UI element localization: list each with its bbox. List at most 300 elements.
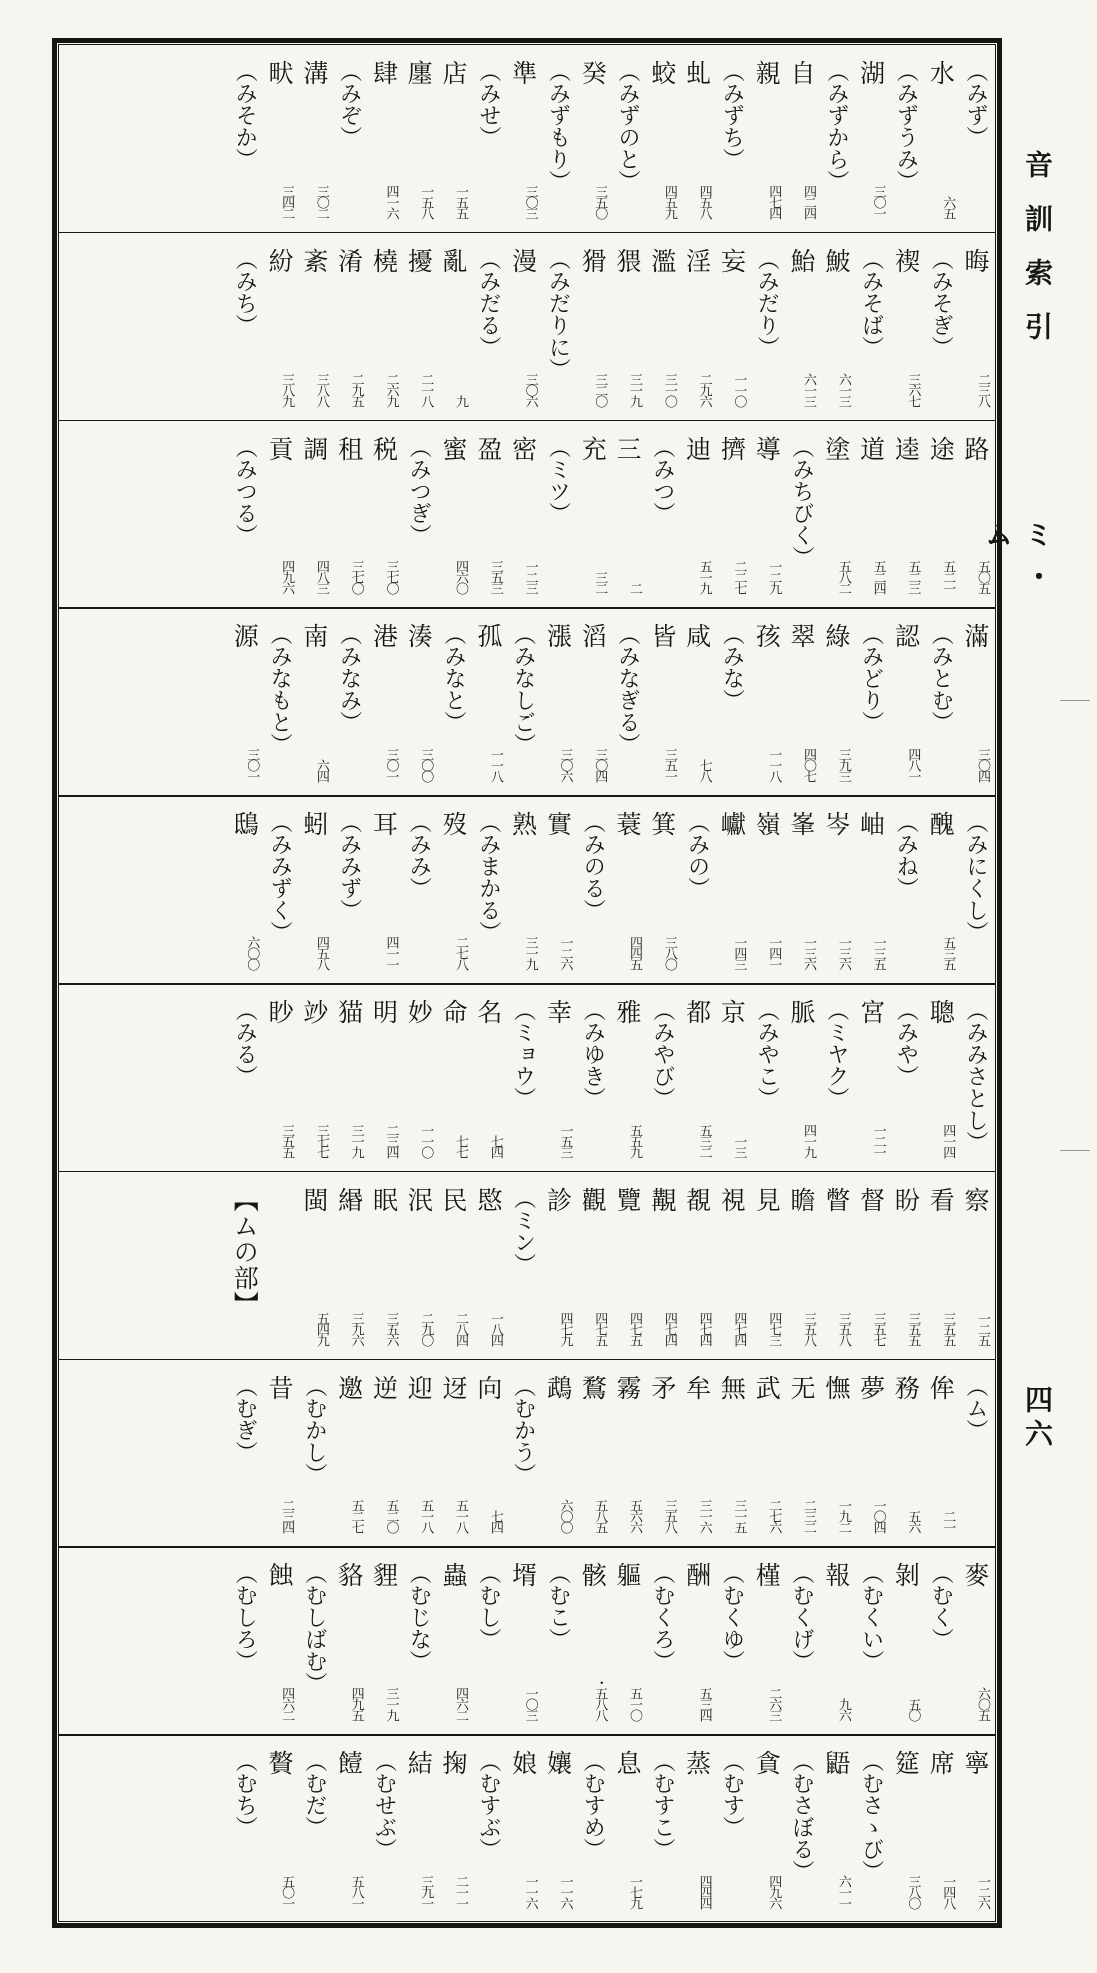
index-entry	[748, 985, 783, 1169]
index-entry	[261, 609, 296, 793]
kanji-entry: 看	[926, 1186, 956, 1213]
index-entry	[574, 1548, 609, 1732]
kanji-entry: 覩	[682, 1186, 712, 1213]
index-entry	[366, 1736, 401, 1920]
page-number: 六四	[313, 759, 329, 782]
kanji-entry: 見	[752, 1186, 782, 1213]
index-entry	[888, 985, 923, 1169]
page-number: 七四	[487, 1510, 503, 1533]
page-number: 四七四	[731, 1311, 747, 1345]
page-number: 二一八	[418, 372, 434, 406]
kanji-entry: 巘	[717, 811, 747, 838]
index-entry	[435, 797, 470, 981]
page-number: 一三五	[870, 935, 886, 969]
page-number: 五二三	[905, 560, 921, 594]
kanji-entry: 迪	[682, 435, 712, 462]
kanji-entry: 寧	[961, 1750, 990, 1777]
reading-heading: （むさぼる）	[789, 1750, 815, 1883]
kanji-entry: 槿	[752, 1562, 782, 1589]
kanji-entry: 報	[821, 1562, 851, 1589]
kanji-entry: 盈	[473, 435, 503, 462]
index-entry	[435, 46, 470, 230]
index-entry	[574, 985, 609, 1169]
index-entry	[435, 1736, 470, 1920]
kanji-entry: 蟲	[439, 1562, 469, 1589]
kanji-entry	[261, 1187, 296, 1357]
index-entry	[331, 797, 366, 981]
page-number: 一一〇	[731, 372, 747, 406]
index-entry	[400, 422, 435, 606]
kanji-entry: 愍	[473, 1186, 503, 1213]
index-entry	[748, 422, 783, 606]
index-entry	[957, 422, 992, 606]
index-entry	[400, 609, 435, 793]
index-entry	[470, 985, 505, 1169]
kanji-entry: 覽	[613, 1186, 643, 1213]
kanji-entry: 邀	[334, 1374, 364, 1401]
index-entry	[922, 797, 957, 981]
page-number: 四七五	[592, 1311, 608, 1345]
reading-heading: （ミツ）	[545, 435, 571, 524]
kanji-entry: 息	[613, 1750, 643, 1777]
index-entry	[714, 1548, 749, 1732]
index-entry	[470, 46, 505, 230]
page-number: 二三二	[801, 1499, 817, 1533]
index-entry	[331, 985, 366, 1169]
entry-row	[226, 422, 992, 606]
index-entry	[644, 609, 679, 793]
kanji-entry: 密	[508, 435, 538, 462]
kanji-entry: 泯	[404, 1186, 434, 1213]
index-entry	[818, 1361, 853, 1545]
kanji-entry: 壻	[508, 1562, 538, 1589]
index-entry	[331, 1548, 366, 1732]
kanji-entry: 水	[926, 60, 956, 86]
index-entry	[748, 797, 783, 981]
index-entry	[331, 609, 366, 793]
kanji-entry: 咸	[682, 623, 712, 650]
kanji-entry: 虬	[682, 60, 712, 86]
index-entry	[783, 1173, 818, 1357]
index-entry	[261, 1361, 296, 1545]
page-number: 三一六	[696, 1499, 712, 1533]
index-entry	[644, 1361, 679, 1545]
page-number: 七四	[487, 1134, 503, 1157]
kanji-entry: 名	[473, 999, 503, 1025]
kanji-entry: 筵	[891, 1750, 921, 1777]
index-block	[64, 1548, 992, 1732]
index-entry	[679, 1173, 714, 1357]
reading-heading: （むくい）	[858, 1562, 884, 1673]
page-number: 一二六	[975, 1874, 990, 1908]
page-number: 五〇五	[975, 560, 990, 594]
page-number: 二二七	[731, 560, 747, 594]
kanji-entry: 無	[717, 1374, 747, 1401]
kanji-entry: 妄	[717, 247, 747, 274]
page-number: 四四五	[627, 935, 643, 969]
reading-heading: （むだ）	[301, 1750, 327, 1839]
index-entry	[435, 1361, 470, 1545]
page-number: 七七	[453, 1134, 469, 1157]
kanji-entry: 滿	[961, 623, 990, 650]
page-number: 三八〇	[905, 1874, 921, 1908]
page-number: 三〇六	[557, 748, 573, 782]
page-number: 一四三	[731, 935, 747, 969]
page-number: 三七〇	[348, 560, 364, 594]
reading-heading: （むし）	[475, 1562, 501, 1651]
reading-heading: （みる）	[232, 999, 258, 1087]
reading-heading: （むかし）	[301, 1374, 327, 1485]
kanji-entry: 結	[404, 1750, 434, 1777]
index-entry	[505, 797, 540, 981]
kanji-entry: 贅	[265, 1750, 295, 1777]
kanji-entry: 湖	[856, 60, 886, 86]
reading-heading: （ミヤク）	[823, 999, 849, 1109]
page-number: 三一九	[383, 1687, 399, 1721]
index-block	[64, 985, 992, 1169]
index-entry	[853, 1548, 888, 1732]
page-number: 四九六	[279, 560, 295, 594]
page-number: 三一九	[348, 1123, 364, 1157]
index-entry	[957, 234, 992, 418]
index-entry	[226, 234, 261, 418]
side-section: ミ・ム	[981, 520, 1054, 604]
index-entry	[226, 1173, 261, 1357]
reading-heading: （みや）	[893, 999, 919, 1087]
page-number: 三五〇	[592, 184, 608, 218]
index-entry	[714, 422, 749, 606]
page-number: 三二〇	[592, 372, 608, 406]
kanji-entry: 峯	[787, 811, 817, 838]
index-entry	[922, 1548, 957, 1732]
kanji-entry: 漲	[543, 623, 573, 650]
index-entry	[540, 1173, 575, 1357]
page-number: 五二四	[870, 560, 886, 594]
reading-heading: （みな）	[719, 623, 745, 712]
page-number: 六一一	[835, 1874, 851, 1908]
page-number: 五二七	[348, 1499, 364, 1533]
kanji-entry: 向	[473, 1374, 503, 1401]
index-entry	[331, 46, 366, 230]
index-entry	[714, 985, 749, 1169]
kanji-entry: 雅	[613, 999, 643, 1025]
page-number: 五八五	[592, 1499, 608, 1533]
page-number: 三五三	[487, 560, 503, 594]
page-number: 二三四	[383, 1123, 399, 1157]
index-entry	[400, 1173, 435, 1357]
index-entry	[818, 609, 853, 793]
page-number: 五二〇	[383, 1499, 399, 1533]
kanji-entry: 導	[752, 435, 782, 462]
kanji-entry: 蚓	[299, 811, 329, 838]
kanji-entry: 貍	[369, 1562, 399, 1589]
kanji-entry: 京	[717, 999, 747, 1025]
kanji-entry: 霧	[613, 1374, 643, 1401]
page-number: 六一三	[835, 372, 851, 406]
page-number: 三七〇	[383, 560, 399, 594]
reading-heading: （みなしご）	[510, 623, 536, 756]
index-entry	[818, 422, 853, 606]
page-number: 四七五	[627, 1311, 643, 1345]
page-number: 五四九	[313, 1311, 329, 1345]
kanji-entry: 夢	[856, 1374, 886, 1401]
index-entry	[574, 1361, 609, 1545]
index-entry	[714, 1361, 749, 1545]
page-number: 一四八	[940, 1874, 956, 1908]
index-entry	[679, 1548, 714, 1732]
index-entry	[505, 234, 540, 418]
kanji-entry: 禊	[891, 247, 921, 274]
index-entry	[853, 1173, 888, 1357]
reading-heading: （むさゝび）	[858, 1750, 884, 1883]
index-entry	[574, 609, 609, 793]
reading-heading: （むく）	[928, 1562, 954, 1651]
kanji-entry: 源	[230, 623, 260, 650]
index-entry	[818, 46, 853, 230]
reading-heading: （みずち）	[719, 60, 745, 170]
reading-heading: （むすめ）	[580, 1750, 606, 1861]
index-entry	[644, 1173, 679, 1357]
kanji-entry: 税	[369, 435, 399, 462]
index-entry	[818, 985, 853, 1169]
kanji-entry: 廛	[404, 60, 434, 86]
page-number: 九六	[835, 1698, 851, 1721]
kanji-entry: 店	[439, 60, 469, 86]
kanji-entry: 畎	[265, 60, 295, 86]
kanji-entry: 察	[961, 1186, 990, 1213]
page-number: 四七三	[766, 1311, 782, 1345]
page-number: 一一八	[487, 748, 503, 782]
index-entry	[888, 1736, 923, 1920]
kanji-entry: 逵	[891, 435, 921, 462]
index-entry	[922, 1173, 957, 1357]
index-entry	[922, 1361, 957, 1545]
page-number: 五二一	[940, 560, 956, 594]
index-entry	[505, 609, 540, 793]
index-entry	[679, 1361, 714, 1545]
page-number: 三五五	[905, 1311, 921, 1345]
kanji-entry: 親	[752, 60, 782, 86]
entry-row	[226, 1548, 992, 1732]
kanji-entry: 命	[439, 999, 469, 1025]
kanji-entry: 骸	[578, 1562, 608, 1589]
page-number: 一二六	[557, 935, 573, 969]
page-number: 一三六	[801, 935, 817, 969]
entry-row	[226, 46, 992, 230]
index-entry	[679, 422, 714, 606]
kanji-entry: 矛	[647, 1374, 677, 1401]
page-number: 四六二	[279, 1687, 295, 1721]
index-entry	[331, 422, 366, 606]
index-entry	[644, 46, 679, 230]
index-entry	[783, 1736, 818, 1920]
kanji-entry: 湊	[404, 623, 434, 650]
page-number: 五一〇	[627, 1687, 643, 1721]
kanji-entry: 貉	[334, 1562, 364, 1589]
index-block	[64, 422, 992, 606]
kanji-entry: 道	[856, 435, 886, 462]
page-number: 四二四	[801, 184, 817, 218]
kanji-entry: 認	[891, 623, 921, 650]
kanji-entry: 耳	[369, 811, 399, 838]
reading-heading: （みそぎ）	[928, 247, 954, 358]
page-number: 四〇七	[801, 748, 817, 782]
index-entry	[714, 46, 749, 230]
index-entry	[922, 234, 957, 418]
index-entry	[435, 1173, 470, 1357]
reading-heading: （みなもと）	[267, 623, 293, 756]
kanji-entry: 溝	[299, 60, 329, 86]
index-entry	[400, 1548, 435, 1732]
page-number: 一四一	[766, 935, 782, 969]
index-entry	[296, 46, 331, 230]
index-entry	[957, 985, 992, 1169]
kanji-entry: 蓑	[613, 811, 643, 838]
page-number: 九	[453, 394, 469, 406]
index-entry	[366, 985, 401, 1169]
kanji-entry: 準	[508, 60, 538, 86]
page-number: 三六七	[905, 372, 921, 406]
index-entry	[748, 1736, 783, 1920]
margin-mark	[1060, 1150, 1090, 1151]
kanji-entry: 酬	[682, 1562, 712, 1589]
reading-heading: （みゆき）	[580, 999, 606, 1109]
index-entry	[783, 609, 818, 793]
index-entry	[888, 797, 923, 981]
page-number: 三五五	[279, 1123, 295, 1157]
index-block	[64, 797, 992, 981]
index-entry	[470, 1361, 505, 1545]
kanji-entry: 滔	[578, 623, 608, 650]
page-number: 三〇一	[244, 748, 260, 782]
index-entry	[644, 422, 679, 606]
index-entry	[226, 422, 261, 606]
index-entry	[818, 1173, 853, 1357]
entry-row	[226, 1361, 992, 1545]
kanji-entry: 侔	[926, 1374, 956, 1401]
index-entry	[540, 1548, 575, 1732]
index-entry	[714, 234, 749, 418]
page-number: 二六九	[383, 372, 399, 406]
index-entry	[505, 422, 540, 606]
kanji-entry: 憮	[821, 1374, 851, 1401]
index-entry	[470, 1173, 505, 1357]
index-entry	[296, 1361, 331, 1545]
reading-heading: （みだりに）	[545, 247, 571, 380]
kanji-entry: 瞥	[821, 1186, 851, 1213]
kanji-entry: 猫	[334, 999, 364, 1025]
page-number: 三〇四	[592, 748, 608, 782]
reading-heading: （みずのと）	[615, 60, 641, 192]
page-number: 五〇	[905, 1698, 921, 1721]
index-entry	[783, 1548, 818, 1732]
kanji-entry: 蜜	[439, 435, 469, 462]
index-entry	[609, 234, 644, 418]
index-entry	[505, 1736, 540, 1920]
page-number: 五八一	[348, 1874, 364, 1908]
reading-heading: （むぎ）	[232, 1374, 258, 1463]
kanji-entry: 席	[926, 1750, 956, 1777]
reading-heading: （むかう）	[510, 1374, 536, 1485]
kanji-entry: 綠	[821, 623, 851, 650]
index-entry	[540, 234, 575, 418]
index-entry	[296, 1548, 331, 1732]
reading-heading: （むち）	[232, 1750, 258, 1839]
index-entry	[783, 422, 818, 606]
kanji-entry: 實	[543, 811, 573, 838]
page-number: 三四二	[279, 184, 295, 218]
index-entry	[470, 1548, 505, 1732]
kanji-entry: 濫	[647, 247, 677, 274]
reading-heading: （みみず）	[336, 811, 362, 922]
kanji-entry: 逆	[369, 1374, 399, 1401]
index-entry	[853, 609, 888, 793]
kanji-entry: 盼	[891, 1186, 921, 1213]
page-number: 四五八	[313, 935, 329, 969]
reading-heading: （みずから）	[823, 60, 849, 192]
index-entry	[296, 234, 331, 418]
page-number: 一一六	[557, 1874, 573, 1908]
kanji-entry: 宮	[856, 999, 886, 1025]
kanji-entry: 調	[299, 435, 329, 462]
kanji-entry: 貪	[752, 1750, 782, 1777]
index-entry	[296, 1736, 331, 1920]
page-number: 四五八	[696, 184, 712, 218]
index-entry	[226, 1736, 261, 1920]
index-entry	[574, 46, 609, 230]
page-number: 五六六	[627, 1499, 643, 1533]
kanji-entry: 淫	[682, 247, 712, 274]
index-entry	[331, 1736, 366, 1920]
kanji-entry: 饐	[334, 1750, 364, 1777]
reading-heading: （みずもり）	[545, 60, 571, 192]
index-entry	[853, 46, 888, 230]
page-number: 四一六	[383, 184, 399, 218]
kanji-entry: 无	[787, 1374, 817, 1401]
reading-heading: （みつぎ）	[406, 435, 432, 546]
page-number: 五〇一	[279, 1874, 295, 1908]
index-entry	[540, 46, 575, 230]
margin-mark	[1060, 700, 1090, 701]
index-entry	[679, 1736, 714, 1920]
reading-heading: （みち）	[232, 247, 258, 336]
kanji-entry: 昔	[265, 1374, 295, 1401]
page-number: 三一九	[522, 935, 538, 969]
reading-heading: （みそば）	[858, 247, 884, 358]
reading-heading: （みみずく）	[267, 811, 293, 944]
index-entry	[505, 1361, 540, 1545]
index-block	[64, 46, 992, 230]
kanji-entry: 視	[717, 1186, 747, 1213]
page-number: 六一三	[801, 372, 817, 406]
page-number: 一〇三	[522, 1687, 538, 1721]
index-entry	[644, 797, 679, 981]
page-number: 三〇三	[522, 184, 538, 218]
index-entry	[888, 1548, 923, 1732]
reading-heading: （みね）	[893, 811, 919, 900]
page-number: 三〇一	[383, 748, 399, 782]
page-number: 三五八	[661, 1499, 677, 1533]
page-number: 四五九	[661, 184, 677, 218]
reading-heading: （むこ）	[545, 1562, 571, 1651]
reading-heading: （むしばむ）	[301, 1562, 327, 1695]
entry-row	[226, 234, 992, 418]
index-entry	[226, 609, 261, 793]
kanji-entry: 充	[578, 435, 608, 462]
index-entry	[888, 422, 923, 606]
index-entry	[783, 985, 818, 1169]
index-entry	[226, 46, 261, 230]
